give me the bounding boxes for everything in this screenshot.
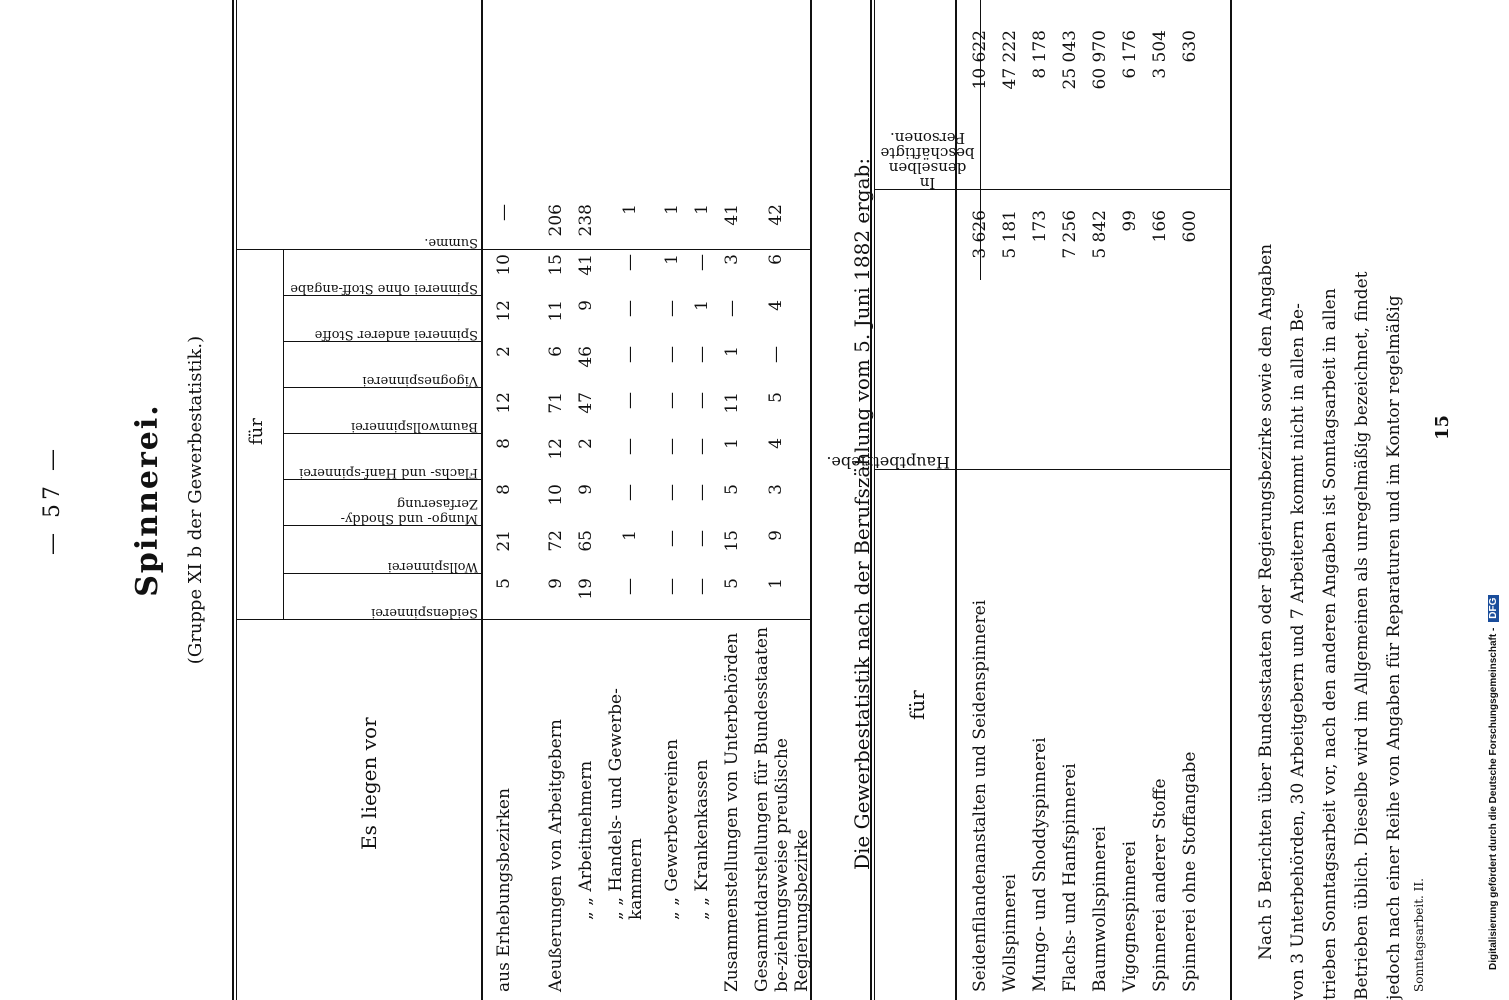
table-2-personen: 8 178 — [1030, 30, 1050, 79]
table-1-cell: 1 — [620, 530, 640, 541]
table-1-cell: 1 — [620, 204, 640, 215]
signature-number: 15 — [1432, 414, 1453, 440]
table-1-cell: — — [662, 484, 682, 501]
row-label: „ „ Handels- und Gewerbe-kammern — [606, 688, 646, 920]
table-1-cell: — — [692, 392, 712, 409]
page-subtitle: (Gruppe XI b der Gewerbestatistik.) — [185, 335, 206, 665]
table-1-cell: — — [662, 392, 682, 409]
table-1-cell: 41 — [576, 254, 596, 276]
table-1-cell: 5 — [494, 578, 514, 589]
paragraph-line: trieben Sonntagsarbeit vor, nach den anderen Angaben ist Sonntagsarbeit in allen — [1320, 288, 1340, 1000]
table-2-hauptbetriebe: 5 842 — [1090, 210, 1110, 259]
table-1-cell: 72 — [546, 530, 566, 552]
table-1-cell: — — [620, 254, 640, 271]
table-1-cell: — — [692, 254, 712, 271]
table-1-cell: — — [620, 392, 640, 409]
table-1-cell: 1 — [662, 204, 682, 215]
table-1-cell: — — [620, 300, 640, 317]
table-1-cell: 46 — [576, 346, 596, 368]
table-1-cell: 71 — [546, 392, 566, 414]
intro-table-2: Die Gewerbestatistik nach der Berufszählung vom 5. Juni 1882 ergab: — [850, 157, 874, 870]
dfg-badge: DFG — [1488, 595, 1499, 622]
table-2-personen: 6 176 — [1120, 30, 1140, 79]
table-2-hauptbetriebe: 166 — [1150, 210, 1170, 243]
table-2-col-personen: In denselben beschäftigte Personen. — [880, 129, 975, 192]
table-1-cell: — — [620, 438, 640, 455]
page-title: Spinnerei. — [130, 403, 165, 597]
table-1-cell: — — [692, 578, 712, 595]
table-1-cell: 1 — [722, 438, 742, 449]
table-1-cell: 1 — [722, 346, 742, 357]
table-1-cell: 12 — [546, 438, 566, 460]
table-1-cell: — — [620, 346, 640, 363]
table-1-cell: — — [662, 578, 682, 595]
table-1-cell: 9 — [576, 300, 596, 311]
table-1-cell: — — [722, 300, 742, 317]
table-2-personen: 3 504 — [1150, 30, 1170, 79]
col-head-baumwoll: Baumwollspinnerei — [351, 419, 478, 434]
table-1-cell: 238 — [576, 204, 596, 237]
table-2-col-fur: für — [905, 690, 929, 720]
table-2-personen: 10 622 — [970, 30, 990, 90]
row-label: „ „ Gewerbevereinen — [662, 739, 682, 920]
table-1-cell: — — [662, 438, 682, 455]
table-2-hauptbetriebe: 99 — [1120, 210, 1140, 232]
paragraph-line: jedoch nach einer Reihe von Angaben für Reparaturen und im Kontor regelmäßig — [1384, 295, 1404, 1000]
table-2-col-hauptbetriebe: Hauptbetriebe. — [826, 453, 950, 472]
table-1-cell: 1 — [766, 578, 786, 589]
col-head-ohne: Spinnerei ohne Stoff-angabe — [290, 281, 478, 296]
table-2-row-label: Flachs- und Hanfspinnerei — [1060, 763, 1080, 992]
table-1-cell: 6 — [546, 346, 566, 357]
row-label: Gesammtdarstellungen für Bundesstaaten be-ziehungsweise preußische Regierungsbezirke — [752, 627, 812, 992]
table-1-cell: 1 — [662, 254, 682, 265]
table-1-cell: 12 — [494, 392, 514, 414]
table-1-cell: — — [620, 484, 640, 501]
table-1-cell: 9 — [576, 484, 596, 495]
table-1-cell: 9 — [546, 578, 566, 589]
table-2-hauptbetriebe: 600 — [1180, 210, 1200, 243]
table-1-cell: 9 — [766, 530, 786, 541]
table-2-row-label: Spinnerei anderer Stoffe — [1150, 778, 1170, 992]
table-2-hauptbetriebe: 7 256 — [1060, 210, 1080, 259]
table-1-cell: 5 — [722, 578, 742, 589]
table-1-cell: 15 — [722, 530, 742, 552]
table-1-cell: 3 — [722, 254, 742, 265]
table-2-row-label: Wollspinnerei — [1000, 873, 1020, 992]
table-2-row-label: Seidenfilandenanstalten und Seidenspinnerei — [970, 599, 990, 992]
fur-label: für — [246, 418, 267, 445]
table-1-cell: 42 — [766, 204, 786, 226]
row-label: Aeußerungen von Arbeitgebern — [546, 719, 566, 992]
table-1-cell: 10 — [494, 254, 514, 276]
paragraph-line: Betrieben üblich. Dieselbe wird im Allgemeinen als unregelmäßig bezeichnet, findet — [1352, 271, 1372, 1000]
table-2-row-label: Mungo- und Shoddyspinnerei — [1030, 737, 1050, 992]
table-1-cell: 4 — [766, 438, 786, 449]
table-2-hauptbetriebe: 173 — [1030, 210, 1050, 243]
table-1-cell: — — [662, 530, 682, 547]
page-number: — 57 — — [40, 445, 65, 555]
col-head-vigogne: Vigognespinnerei — [362, 373, 478, 388]
table-1-cell: 12 — [494, 300, 514, 322]
col-head-flachs: Flachs- und Hanf-spinnerei — [299, 465, 478, 480]
col-head-andere: Spinnerei anderer Stoffe — [314, 327, 478, 342]
table-1-cell: 4 — [766, 300, 786, 311]
table-1-cell: — — [692, 530, 712, 547]
table-1-cell: 15 — [546, 254, 566, 276]
table-1-cell: — — [692, 484, 712, 501]
table-1-cell: 6 — [766, 254, 786, 265]
table-2-personen: 60 970 — [1090, 30, 1110, 90]
table-1-cell: 10 — [546, 484, 566, 506]
table-2-row-label: Spinnerei ohne Stoffangabe — [1180, 751, 1200, 992]
col-head-seide: Seidenspinnerei — [371, 605, 478, 620]
table-1-cell: 3 — [766, 484, 786, 495]
table-1-cell: 19 — [576, 578, 596, 600]
table-1-cell: 11 — [722, 392, 742, 414]
col-head-summe: Summe. — [424, 235, 478, 250]
row-label: Zusammenstellungen von Unterbehörden — [722, 632, 742, 992]
table-1-cell: 206 — [546, 204, 566, 237]
row-label: „ „ Krankenkassen — [692, 759, 712, 920]
row-label: aus Erhebungsbezirken — [494, 788, 514, 992]
corner-label: Es liegen vor — [357, 717, 381, 850]
table-2-personen: 47 222 — [1000, 30, 1020, 90]
table-2-hauptbetriebe: 5 181 — [1000, 210, 1020, 259]
table-2-row-label: Baumwollspinnerei — [1090, 826, 1110, 992]
paragraph-line: von 3 Unterbehörden, 30 Arbeitgebern und 7 Arbeitern kommt nicht in allen Be- — [1288, 303, 1308, 1000]
table-1-cell: 2 — [494, 346, 514, 357]
table-1-cell: — — [692, 438, 712, 455]
table-1-cell: 47 — [576, 392, 596, 414]
table-1-cell: 1 — [692, 204, 712, 215]
table-1-cell: — — [662, 300, 682, 317]
margin-footnote: Sonntagsarbeit. II. — [1412, 878, 1426, 992]
table-2-personen: 25 043 — [1060, 30, 1080, 90]
table-1-cell: 41 — [722, 204, 742, 226]
table-1-cell: 8 — [494, 438, 514, 449]
table-1-cell: — — [620, 578, 640, 595]
col-head-woll: Wollspinnerei — [387, 559, 478, 574]
paragraph-line: Nach 5 Berichten über Bundesstaaten oder Regierungsbezirke sowie den Angaben — [1256, 243, 1276, 960]
row-label: „ „ Arbeitnehmern — [576, 760, 596, 920]
table-2-hauptbetriebe: 3 626 — [970, 210, 990, 259]
table-2-row-label: Vigognespinnerei — [1120, 840, 1140, 992]
table-1-cell: 8 — [494, 484, 514, 495]
table-1-cell: — — [662, 346, 682, 363]
table-1-cell: 5 — [722, 484, 742, 495]
table-1-cell: — — [766, 346, 786, 363]
dfg-side-note: Digitalisierung gefördert durch die Deutsche Forschungsgemeinschaft -DFG — [1488, 10, 1502, 970]
table-1-cell: 2 — [576, 438, 596, 449]
table-1-cell: — — [692, 346, 712, 363]
col-head-mungo: Mungo- und Shoddy-Zerfaserung — [340, 496, 478, 526]
table-1-cell: 1 — [692, 300, 712, 311]
table-1-cell: 5 — [766, 392, 786, 403]
table-1-cell: 65 — [576, 530, 596, 552]
table-1-cell: 21 — [494, 530, 514, 552]
table-1-cell: 11 — [546, 300, 566, 322]
table-1-cell: — — [494, 204, 514, 221]
table-2-personen: 630 — [1180, 30, 1200, 63]
